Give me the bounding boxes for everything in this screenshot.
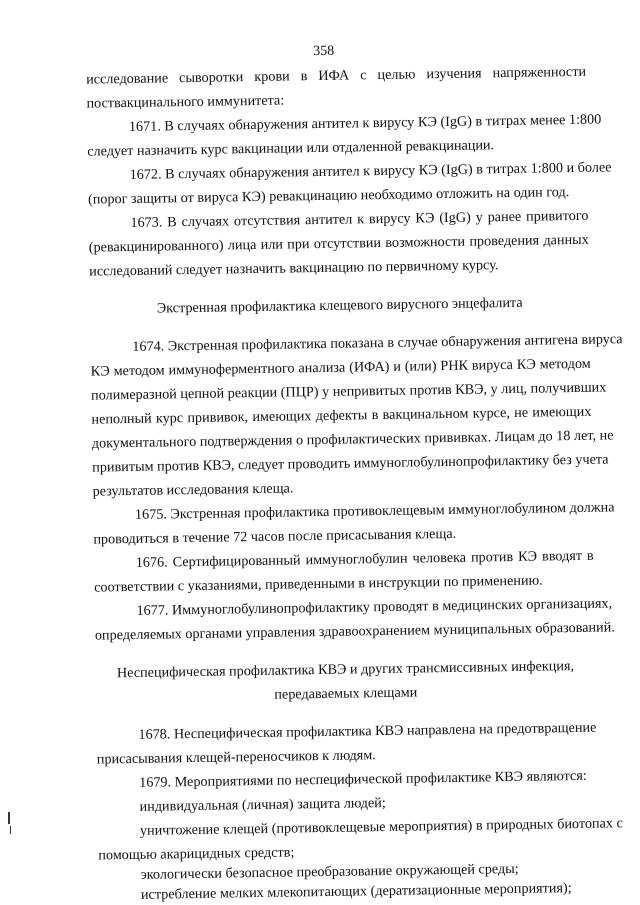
- text-line: КЭ методом иммуноферментного анализа (ИФА) и (или) РНК вируса КЭ методом: [90, 355, 591, 380]
- scan-mark: [8, 812, 10, 824]
- text-line: поствакцинального иммунитета:: [86, 92, 285, 112]
- text-line: 1671. В случаях обнаружения антител к вирусу КЭ (IgG) в титрах менее 1:800: [128, 111, 602, 135]
- text-line: присасывания клещей-переносчиков к людям.: [96, 747, 376, 768]
- text-line: истребление мелких млекопитающих (дератизационные мероприятия);: [140, 880, 572, 903]
- text-line: 1676. Сертифицированный иммуноглобулин человека против КЭ вводят в: [135, 547, 594, 571]
- text-line: уничтожение клещей (противоклещевые мероприятия) в природных биотопах с: [139, 815, 623, 839]
- text-line: исследование сыворотки крови в ИФА с целью изучения напряженности: [86, 63, 587, 88]
- section-heading: Неспецифическая профилактика КВЭ и других трансмиссивных инфекция,: [116, 658, 575, 682]
- section-heading: Экстренная профилактика клещевого вирусного энцефалита: [156, 294, 523, 317]
- text-line: результатов исследования клеща.: [92, 480, 294, 500]
- scan-mark: [10, 826, 11, 834]
- text-line: исследований следует назначить вакцинацию по первичному курсу.: [89, 257, 499, 280]
- text-line: неполный курс прививок, имеющих дефекты в вакцинальном курсе, не имеющих: [91, 403, 592, 428]
- text-line: 1672. В случаях обнаружения антител к вирусу КЭ (IgG) в титрах 1:800 и более: [129, 159, 612, 183]
- text-line: 1678. Неспецифическая профилактика КВЭ направлена на предотвращение: [138, 719, 597, 743]
- text-line: 1673. В случаях отсутствия антител к вирусу КЭ (IgG) у ранее привитого: [130, 207, 589, 231]
- text-line: 1675. Экстренная профилактика противоклещевым иммуноглобулином должна: [134, 499, 615, 523]
- text-line: (порог защиты от вируса КЭ) ревакцинацию необходимо отложить на один год.: [87, 184, 570, 208]
- text-line: привитым против КВЭ, следует проводить иммуноглобулинопрофилактику без учета: [92, 451, 609, 476]
- text-line: документального подтверждения о профилактических прививках. Лицам до 18 лет, не: [91, 427, 614, 452]
- text-line: проводиться в течение 72 часов после присасывания клеща.: [93, 525, 457, 548]
- section-heading: передаваемых клещами: [274, 684, 418, 703]
- text-line: 1677. Иммуноглобулинопрофилактику проводят в медицинских организациях,: [136, 595, 613, 619]
- text-line: определяемых органами управления здравоохранением муниципальных образований.: [94, 619, 615, 644]
- text-line: полимеразной цепной реакции (ПЦР) у непривитых против КВЭ, у лиц, получивших: [90, 379, 607, 404]
- text-line: индивидуальная (личная) защита людей;: [139, 795, 386, 815]
- text-line: соответствии с указаниями, приведенными в инструкции по применению.: [94, 572, 543, 596]
- text-line: 1674. Экстренная профилактика показана в случае обнаружения антигена вируса: [132, 331, 623, 355]
- text-line: 1679. Мероприятиями по неспецифической профилактике КВЭ являются:: [139, 767, 587, 791]
- text-line: (ревакцинированного) лица или при отсутствии возможности проведения данных: [88, 231, 589, 256]
- text-line: помощью акарицидных средств;: [98, 844, 295, 864]
- page-number: 358: [313, 43, 335, 60]
- text-line: экологически безопасное преобразование окружающей среды;: [140, 860, 519, 883]
- text-line: следует назначить курс вакцинации или отдаленной ревакцинации.: [87, 137, 495, 160]
